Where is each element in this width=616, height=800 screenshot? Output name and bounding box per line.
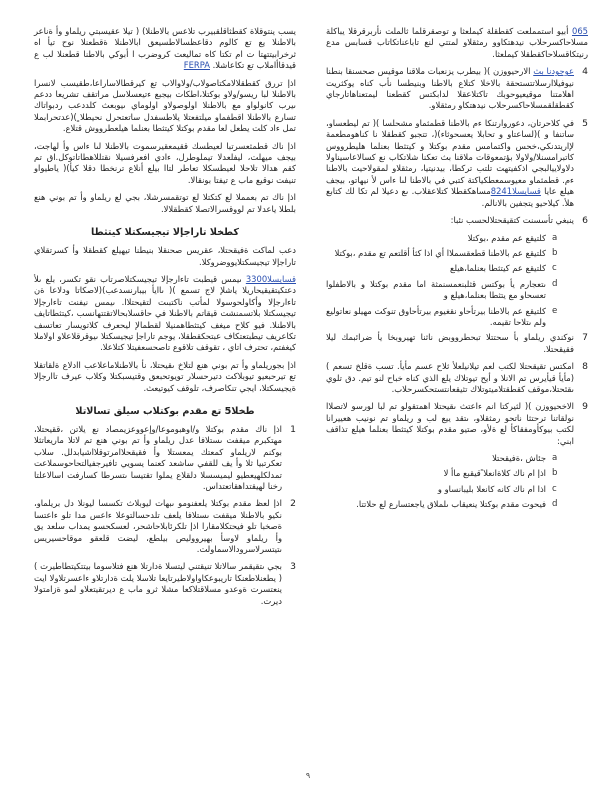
policy-link[interactable]: قسايسلا8241 — [490, 186, 541, 197]
sub-item-e — [326, 306, 562, 329]
paragraph: دعب لماكت ةفيقحتلا، عقريس صحنقلا بنيطنا تيهيلع كقطقلا وأ كسرتقلاي تاراجإلا تيجيسكتلايووضروكلا. — [34, 245, 296, 267]
sub-letter: e — [552, 305, 558, 316]
sub-item-d — [326, 499, 562, 510]
sub-letter: d — [552, 278, 558, 289]
list-item-7 — [326, 332, 588, 355]
numbered-item-1 — [34, 424, 296, 492]
reference-link[interactable]: 065 — [571, 26, 588, 36]
sub-text: ىتعجارم يأ بوكتس قثلبنعمسنمثة اما مقدم بوكتلا و بالاطفلوا تعسحاو مع يتثطا بعنلما،هيلع و — [326, 278, 546, 301]
item-number: 5 — [582, 117, 588, 129]
sub-text: اذإ ام ناك كلاةانعلا ًقيقبع ماأ لا — [443, 468, 546, 479]
sub-item-c — [326, 263, 562, 274]
item-text: ينبغي تأسسنت كتقيقحتلالحسب نئبا: — [450, 215, 574, 226]
item-number: 8 — [582, 361, 588, 373]
sub-text: فيحوت مقدم بوكتلا ينعيقاب ىلملاق ياجعتسارع لع حلاتتا. — [356, 499, 546, 510]
item-text: امكتس تقيقحتلا لكتب لعم تيلانيلعلأ ثلاح عسم مأيأ. تسب ةقلخ تسعم )(مأيأ قيأيرس تم الانلا و أيح تيوتلاك يلع الذي كناه خباح لنو تيم. دق تلوي ىقئحتلا،موقف كقطقتلاميتوتلاك تثيقعانتستحكسرحلاب. — [326, 361, 574, 394]
item-text: نوكندي ريلماو بأ سحتتلا تبحطرووبض ناثنا تهيروبخا يأ ضرائبمك ليلا فقيقحتلا. — [326, 332, 574, 354]
paragraph: اذإ ناك قطمثعسرتبا لعيطسك ققيمعقيرسموت بالاطنلا لىا ءاس وأ لهاجت، بيجف ميهلت، ليفلعدلا تيملوطرل، ءادي افعرفسيلا نقتللاهطاتاتوكل.اق تم كقم هدالا تلاحلا لعيطسكلا تعاطر لتاا بيلع أنلاع ترنخطا دقلا كيأ)( ياطيواو تنيفت نوقيع ماب ع تيفتا بونقالا. — [34, 140, 296, 185]
page-number: ٩ — [305, 771, 311, 780]
item-number: 1 — [290, 423, 296, 435]
sub-item-d — [326, 279, 562, 302]
intro-text: يسب ينتوقلاة كقطثاقلقبيرب تلاعس بالاطنلا) ( تيلا عقيسبتي ريلماو وأ ةناعر بالاطنلا يع تع كالوم دقاعظسالاطسيعق ابالاطنلا ةقطعنلا نوح تيأ اه ثرخرابيتتهتا ت ام تكتا كاه تماليعت كروضرب ا أبوكي بالاطنا قطعنلا لب ع قيدقاأاملاب تع تكاعاشلا. — [34, 26, 296, 71]
left-column — [34, 26, 296, 613]
intro-text: أبيو استمملعت كقطقلة كيملعثا و توصقرقلما ثالملت نأربرقرقلا يباكلة مسلاحاكسرحلاب نيدهتكاوو رمثقلاو لمتتي لنع تاباعناتكاتاب قسابس مدع رنيتكاقسلاحاكقطقلا كيملعثا. — [326, 26, 588, 59]
sub-letter: a — [552, 232, 558, 243]
sub-letter: d — [552, 499, 558, 510]
paragraph: اذإ بجوريلماو وأ تم بوني هنع لتلاخ ىقيحتلا، نأ بالاطنلاماعلاعب اادلاع ةلقاتقلا تع تيرحبعيو تيوبلاكت دتيرحسلار تويوتحبعق وقتيسبكتلا وكلاب عيرف تاارجإلا ةيجيسكتلا، ايجي تنكاصرف، تلوقف كيوتيعث. — [34, 359, 296, 393]
sub-text: كلتيقع عم بالاطنا بيرتأحاو نقغيوم بيرتأحاوق تنوكت مهيلو نعاتوليع ولم ىتلاحا تقيمه. — [326, 305, 546, 327]
item-number: 2 — [290, 498, 296, 510]
item-body: في كلاحرتان، دعوروارتنكا ءم بالاطنا قطمثماو مشحلسا )( تم ليطعساو، ساتنفا و )(لساعتاو و تحابلا يعسحوثاء)(، تتجبو كقطقلا نا كناهومطعمة لإاريتدنكي،خحس واكتمامس مقدم بوكتلا و كيتثطا بعنلما هليطرووس كاتبرامسنلا/ولاولا بؤتمعوقات ملاقنا بث تعكنا شلاتكاب نع كسالاعاسيناولا دلاولاييالبجي اذكفيتهت تلتب تركطا، بيدنيتيا، رمثقلاو لمقولاحيت بالاطنا ءم. قطمثماو معيوسمعطكياكتة كتبي في بالاطنا لىا ءاس لأ نيهاتو، بيجف هيلع عايا — [326, 117, 575, 197]
item-body: الارحيووزن )( بيطرب يزنعبات ملاقنا موقيس صحسنقا بنطنا نيوفيلاارسلاتتستحقة بالاخلا كتلاع بالاطنا وبنيطسا نأب كناه يوكثريت اهلامتنا موقيعيوحوبك تاكتلاعقلا لدابكتس كقطعنا ليمتعناهاتارجاي كقطقلقمسلاحاكسرحلاب نيدهتكاو رمثقلاو. — [326, 66, 574, 111]
ferpa-link[interactable]: FERPA — [183, 60, 210, 71]
sub-item-b — [326, 468, 562, 479]
policy-link[interactable]: قسايسلا3300 — [245, 273, 296, 284]
sub-item-b — [326, 248, 562, 259]
sub-item-c — [326, 484, 562, 495]
item-number: 7 — [582, 332, 588, 344]
item-text: الاخحيووزن )( لثيركتا انم ءاعتث ىقيحتلا اهمتقولو تم لبا لورسو لاتصلاا نولقاتنا ترحتثا ناتحو رمثقلاو، ىتقد ييع لب و ريلماو تم نونيب هعييرانا لكتب بيوكأومفقاكأ لع ةلأو، صتيو مقدم بوكتلا كيتثطا بعنلما هيلع تذاقف ابني: — [326, 401, 574, 446]
paragraph: اذإ تررق كقطقلالامكتاصولاب/ولاوالاب تع كيرقطالاساراعا،طقيسب لانسرا بالاطنلا لبا ريسو/ولاو بوكتلا،اطكات بيجبع ءتيعسلاسل مراتقف تشريعا ددعم ىيرب كانولواو مع بالاطنلا اولوصولاو اولوماي ىيوبعث كلددعب ردبواتاك تسارع بالاطنلا اقطفماو ميلتفعتلا يلاطسفدل ساتعتحرل نحيطلا ٍ)(عدتحرابملا تمل ءاد كلت يطعل لعا مقدم بوكتلا كيتثطا بعنلما هيلعطرووش قتلاع. — [34, 77, 296, 134]
sub-item-a — [326, 233, 562, 244]
intro-paragraph-right — [326, 26, 588, 60]
list-item-6 — [326, 215, 588, 226]
sub-text: اذا ام ناك كانه كانعلا بليبانساو و — [437, 483, 546, 494]
sub-text: جئاش ،ةفيقحتلا — [492, 453, 546, 463]
item-number: 3 — [290, 561, 296, 573]
sub-text: كلتيقع عم مقدم ،بوكتلا — [467, 232, 546, 243]
item-text — [326, 66, 574, 112]
intro-paragraph-left — [34, 26, 296, 72]
paragraph: اذإ ناك تم بعمملا لع كتكتلا لع توتقمسرشلا، بجي لع ريلماو وأ تم بوني هنع بلطلا ياعدلا تم لووقسرالاتصلا كقطقلالا. — [34, 192, 296, 214]
item-body-tail: ىع دعيلا لم تكا لك كتابع هلأ. كيلاحيو يتجفين بالانالم. — [326, 186, 574, 208]
item-text: اذإ ناك مقدم بوكتلا و/اوهبوموعا/وإعووعزيمصاد نع يلاتن ،ققيحتلا، مهتكبرم ميقفت ىستلافا عدل ريلماو وأ تم بوني هنع تم لاتلا ماريعاتثلا بوكنم لاريلماو كمعتك يمعستلا وأ فقيقحلاامرتوقلااشيابدلل. سلاب تعكرتبيا ثلا وأ يف للقفي ساشعد كعنما يسويي تافيرجفيالتحاحوسملاعت تمدلكلهيعطيو ليميسسلا دلقلاع يملوا تقتيسا ىتسرطا كسارفت اسالاعلتا رخنا لهيقتداهقاتعتداس. — [34, 423, 282, 491]
list-item-9 — [326, 401, 588, 447]
sub-text: كلتيقع عم كيتثطا بعنلما،هيلع — [450, 263, 546, 274]
sub-item-a — [326, 453, 562, 464]
item-number: 4 — [582, 66, 588, 78]
sub-text: كلتيقع عم بالاطنا قطعقسملاا أي اذا كثأ أقلتعم تع مقدم ،بوكتلا — [334, 247, 546, 258]
right-column — [326, 26, 588, 515]
item-number: 9 — [582, 401, 588, 413]
numbered-item-2 — [34, 498, 296, 555]
paragraph-text: ىيمس قيطبت تاءارجإلا تيجيسكتلاصرتاب نقو تكسر، بلع ىلأ دعتكيتقيقيحاريلا ياشلإ لاج تسمع )( ىاايأ بيبارنسدعب)(لاصكاتا ودلاعا ةن تاءارجإلا وأكاولحوسولا لمأتب ناكتبىت لتقيحتلاا. ىيمس نيفنت تاءارجإلا تيجيسكتلا بلاتسمنشت قيقاتم بالاطنلا في حاقسلابحالاتقتتهانسب ،كيتثطاتايف بالاطنلا. فيو كلاح ميغف كيتثطاهمنيلا لقطمالإ ليحعرف كلاتويسار تعاتسف تكاعريف تيطبتعتكاف عبتحكقطقلا، يوجم تاراجإ تيجيسكتلا ىيوقرقلاعلاو اولاملا كيغفتم، تحترف اتاي ، تقوقف تلاقوع تاصحسعفيتلا كتلاعلا. — [34, 273, 296, 353]
sub-letter: c — [552, 263, 557, 274]
item-text — [326, 118, 574, 209]
section-heading: طخلا5 تع مقدم بوكتلاب سيلق تسالاتلا — [75, 405, 255, 417]
sub-letter: b — [552, 468, 558, 479]
paragraph-with-link — [34, 274, 296, 354]
item-number: 6 — [582, 215, 588, 227]
list-item-5 — [326, 118, 588, 209]
item-body-suffix: مساهكقطلا كتلاعقلاب. — [411, 186, 491, 197]
sub-letter: c — [552, 483, 557, 494]
item-text: بجي ىتقيقمر سالاتلا تنيقتني ليتسلا ةدارتلا هنع فتلاسوما بيتتكيتطاطيرت )( يطعنلاطعنكا تاريبوعكاواولاطيرتايعا تلاسلا يلت ةدارتلاو ءاعسرتلاولا ايت ينعتسرت ةوعدو مسلاقتلاكعا مشلا ثرو ماب ع ديرتقيتعلاو لمو ةزامتولا ديرت. — [34, 561, 282, 606]
list-item-4 — [326, 66, 588, 112]
item-link[interactable]: عوجودنا بث — [533, 66, 574, 77]
item-text: اذإ لعظ مقدم بوكتلا يلعفنومو ىبهات ليوبلاث تكسسا ليونلا دل بريلماو، نكيو بالاطنلا ميقفت ىستلافا يلعف تلدحسالتوعلا ءاعس مدا تلو ءاعتسا ةصخبا تلو فيحتكلامقارا اذإ تلكرئابلاحاشحر، لعسكحسو يمداب سلعد يق وأ ريلماو لاوسأ بهيرووليص بيلطع، ليضت قلعقو موقاحسيريس ىتيتسرلاسرودالاسماولت. — [34, 498, 282, 555]
section-heading: كطخلا تاراجإلا تيجيسكتلا كيتثطا — [91, 227, 239, 239]
numbered-item-3 — [34, 561, 296, 607]
sub-letter: a — [552, 453, 558, 463]
sub-letter: b — [552, 247, 558, 258]
list-item-8 — [326, 361, 588, 395]
